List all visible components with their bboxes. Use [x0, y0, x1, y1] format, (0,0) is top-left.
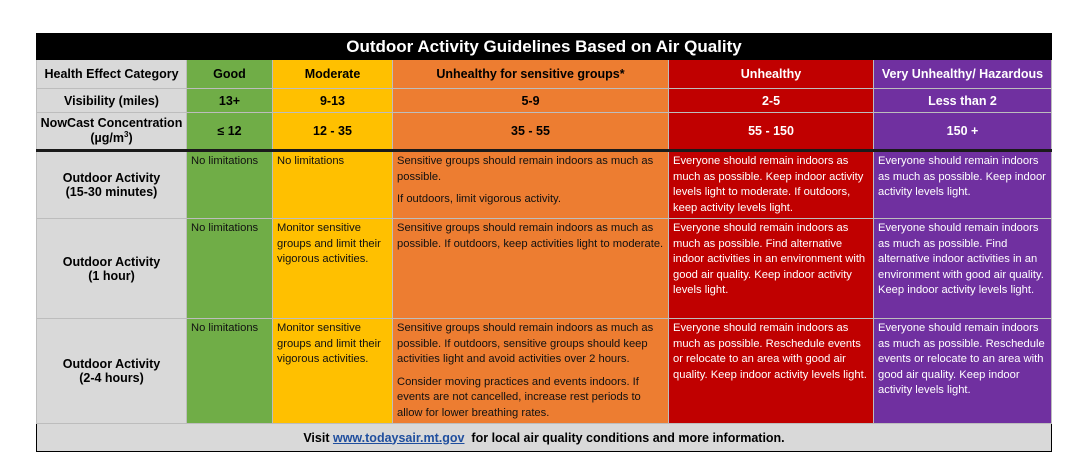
activity-moderate: Monitor sensitive groups and limit their vigorous activities. — [273, 219, 393, 319]
activity-unhealthy: Everyone should remain indoors as much as possible. Find alternative indoor activities in an environment with good air quality. Keep indoor activity levels light. — [669, 219, 874, 319]
footer-prefix: Visit — [303, 430, 333, 445]
activity-row — [37, 151, 1052, 219]
table-title: Outdoor Activity Guidelines Based on Air Quality — [37, 34, 1052, 60]
activity-label: Outdoor Activity (15-30 minutes) — [37, 151, 187, 219]
visibility-label: Visibility (miles) — [37, 89, 187, 113]
visibility-good: 13+ — [187, 89, 273, 113]
guidelines-table-container — [36, 33, 1051, 452]
nowcast-unhealthy: 55 - 150 — [669, 113, 874, 151]
todaysair-link[interactable]: www.todaysair.mt.gov — [332, 430, 465, 445]
category-very-unhealthy: Very Unhealthy/ Hazardous — [874, 60, 1052, 89]
activity-usg: Sensitive groups should remain indoors as much as possible. If outdoors, keep activities light to moderate. — [393, 219, 669, 319]
nowcast-label — [37, 113, 187, 151]
activity-very-unhealthy: Everyone should remain indoors as much as possible. Find alternative indoor activities in an environment with good air quality. Keep indoor activity levels light. — [874, 219, 1052, 319]
visibility-very-unhealthy: Less than 2 — [874, 89, 1052, 113]
activity-very-unhealthy: Everyone should remain indoors as much as possible. Keep indoor activity levels light. — [874, 151, 1052, 219]
activity-good: No limitations — [187, 319, 273, 424]
activity-very-unhealthy: Everyone should remain indoors as much as possible. Reschedule events or relocate to an area with good air quality. Keep indoor activity levels light. — [874, 319, 1052, 424]
nowcast-label-unit: $(\mu g/m^3)$ — [90, 130, 133, 146]
activity-usg: Sensitive groups should remain indoors as much as possible. If outdoors, limit vigorous activity. — [393, 151, 669, 219]
activity-unhealthy: Everyone should remain indoors as much as possible. Reschedule events or relocate to an area with good air quality. Keep indoor activity levels light. — [669, 319, 874, 424]
category-usg: Unhealthy for sensitive groups* — [393, 60, 669, 89]
category-label: Health Effect Category — [37, 60, 187, 89]
activity-row — [37, 219, 1052, 319]
footer-suffix: for local air quality conditions and more information. — [464, 430, 785, 445]
category-moderate: Moderate — [273, 60, 393, 89]
activity-unhealthy: Everyone should remain indoors as much as possible. Keep indoor activity levels light to moderate. If outdoors, keep activity levels light. — [669, 151, 874, 219]
visibility-row — [37, 89, 1052, 113]
activity-label: Outdoor Activity (2-4 hours) — [37, 319, 187, 424]
activity-row — [37, 319, 1052, 424]
nowcast-good: ≤ 12 — [187, 113, 273, 151]
category-unhealthy: Unhealthy — [669, 60, 874, 89]
visibility-usg: 5-9 — [393, 89, 669, 113]
footer — [37, 424, 1052, 452]
activity-usg: Sensitive groups should remain indoors as much as possible. If outdoors, sensitive groups should keep activities light and avoid activities over 2 hours. Consider moving practices and events indoors. If events are not cancelled, increase rest periods to allow for lower breathing rates. — [393, 319, 669, 424]
nowcast-usg: 35 - 55 — [393, 113, 669, 151]
visibility-moderate: 9-13 — [273, 89, 393, 113]
activity-label: Outdoor Activity (1 hour) — [37, 219, 187, 319]
activity-moderate: No limitations — [273, 151, 393, 219]
activity-good: No limitations — [187, 219, 273, 319]
nowcast-label-line1: NowCast Concentration — [40, 116, 183, 131]
guidelines-table — [36, 33, 1052, 452]
visibility-unhealthy: 2-5 — [669, 89, 874, 113]
nowcast-moderate: 12 - 35 — [273, 113, 393, 151]
category-row — [37, 60, 1052, 89]
category-good: Good — [187, 60, 273, 89]
nowcast-row — [37, 113, 1052, 151]
activity-moderate: Monitor sensitive groups and limit their vigorous activities. — [273, 319, 393, 424]
nowcast-very-unhealthy: 150 + — [874, 113, 1052, 151]
activity-good: No limitations — [187, 151, 273, 219]
